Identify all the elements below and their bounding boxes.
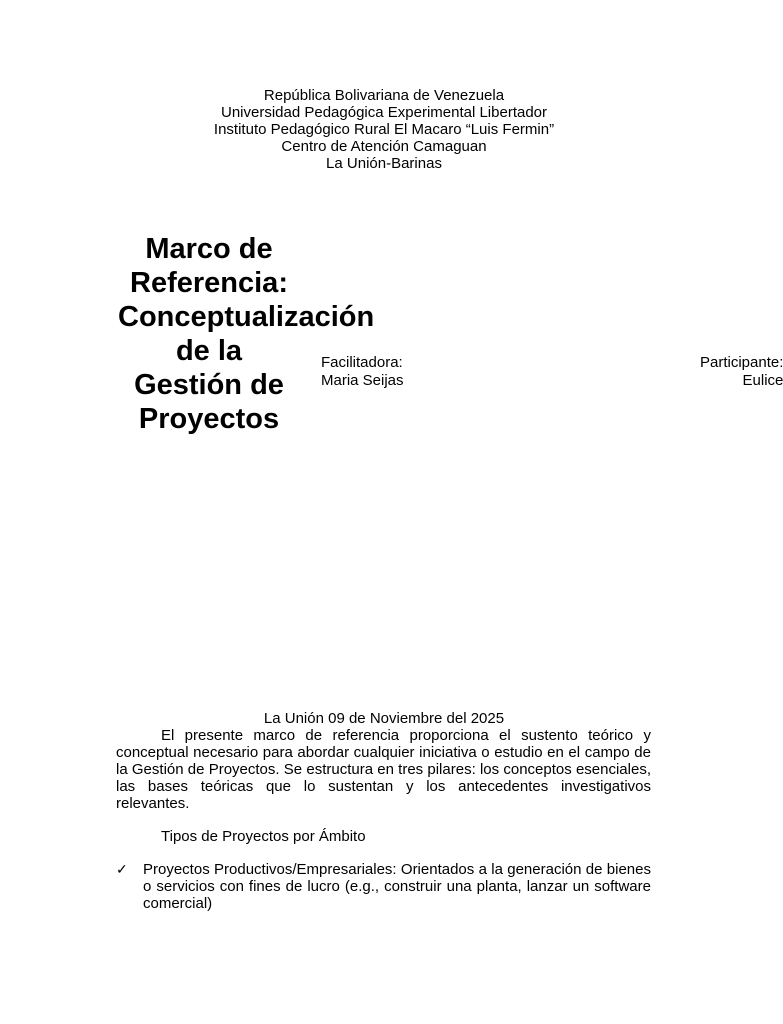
header-line-republic: República Bolivariana de Venezuela: [263, 87, 505, 104]
institution-header: [0, 87, 768, 172]
header-line-institute: Instituto Pedagógico Rural El Macaro “Luis Fermin”: [213, 121, 555, 138]
section-title: Tipos de Proyectos por Ámbito: [161, 828, 366, 845]
facilitator-label: Facilitadora:: [321, 354, 403, 371]
participant-name: Eulice: [742, 372, 783, 389]
date-line: La Unión 09 de Noviembre del 2025: [263, 710, 505, 727]
header-line-location: La Unión-Barinas: [326, 155, 442, 172]
list-item: [116, 861, 651, 912]
document-title: Marco de Referencia: Conceptualización de la Gestión de Proyectos: [118, 233, 375, 435]
facilitator-block: [321, 354, 404, 390]
checkmark-icon: ✓: [116, 861, 128, 877]
participant-label: Participante:: [700, 354, 783, 371]
header-line-university: Universidad Pedagógica Experimental Libertador: [220, 104, 548, 121]
header-line-center: Centro de Atención Camaguan: [281, 138, 487, 155]
facilitator-name: Maria Seijas: [321, 372, 404, 389]
participant-block: [700, 354, 783, 390]
list-item-text: Proyectos Productivos/Empresariales: Orientados a la generación de bienes o servicios con fines de lucro (e.g., construir una planta, lanzar un software comercial): [143, 861, 651, 912]
intro-paragraph: El presente marco de referencia proporciona el sustento teórico y conceptual necesario para abordar cualquier iniciativa o estudio en el campo de la Gestión de Proyectos. Se estructura en tres pilares: los conceptos esenciales, las bases teóricas que lo sustentan y los antecedentes investigativos relevantes.: [116, 727, 651, 812]
